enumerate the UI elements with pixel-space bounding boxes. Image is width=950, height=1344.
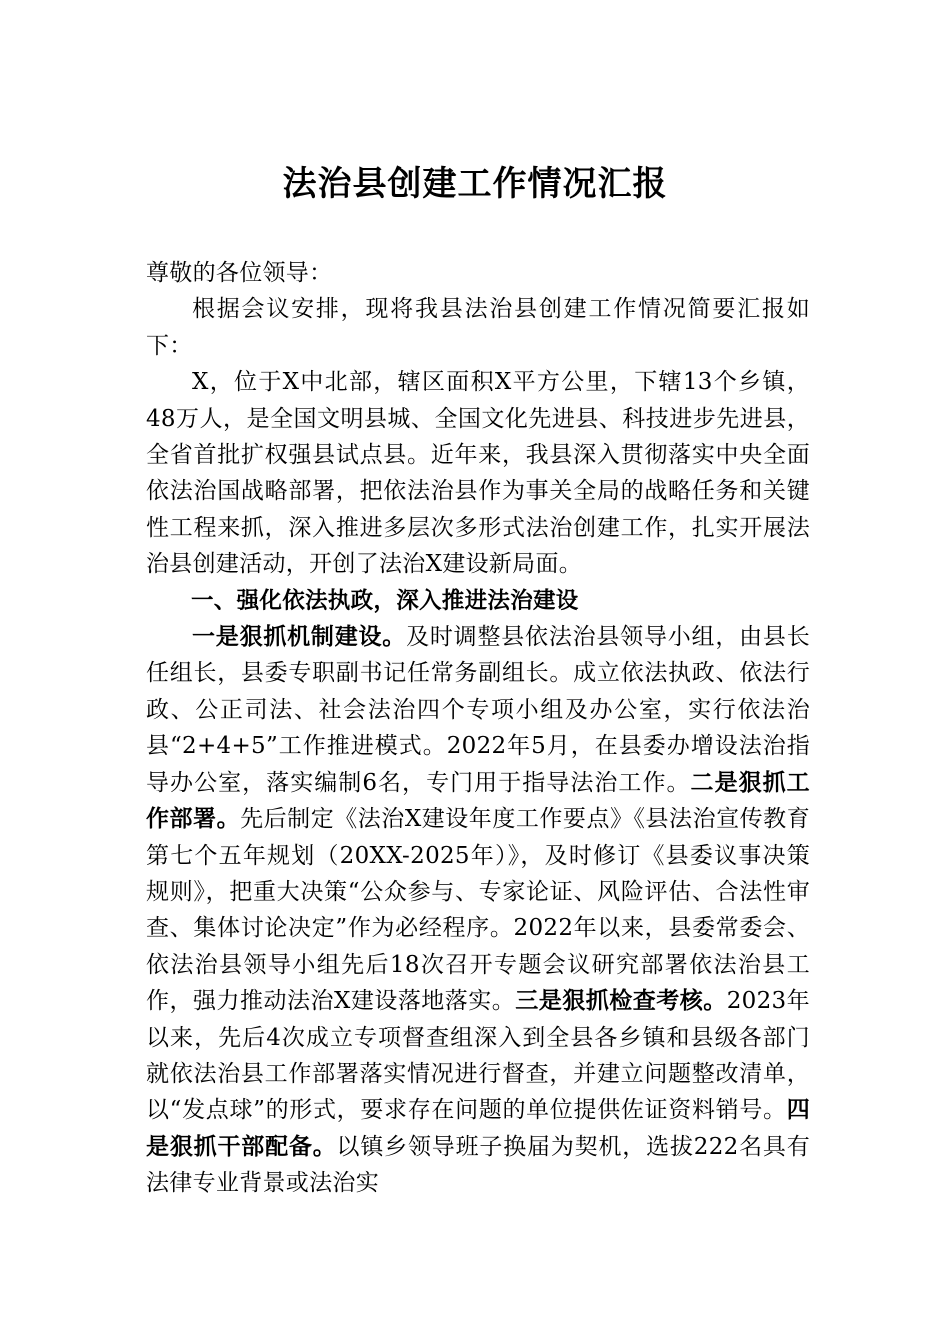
text-cadres: 以镇乡领导班子换届为契机，选拔222名具有法律专业背景或法治实 [146,1133,811,1197]
lead-deployment: 二是狠抓工作部署。 [146,768,810,833]
overview-paragraph: X，位于X中北部，辖区面积X平方公里，下辖13个乡镇，48万人，是全国文明县城、全国文化先进县、科技进步先进县，全省首批扩权强县试点县。近年来，我县深入贯彻落实中央全面依法治国战略部署，把依法治县作为事关全局的战略任务和关键性工程来抓，深入推进多层次多形式法治创建工作，扎实开展法治县创建活动，开创了法治X建设新局面。 [146,369,810,578]
text-mechanism: 及时调整县依法治县领导小组，由县长任组长，县委专职副书记任常务副组长。成立依法执政、依法行政、公正司法、社会法治四个专项小组及办公室，实行依法治县“2+4+5”工作推进模式。2022年5月，在县委办增设法治指导办公室，落实编制6名，专门用于指导法治工作。 [146,624,810,796]
salutation: 尊敬的各位领导： [146,260,333,286]
lead-cadres: 四是狠抓干部配备。 [146,1096,810,1160]
section-paragraph [146,619,810,1202]
intro-paragraph: 根据会议安排，现将我县法治县创建工作情况简要汇报如下： [146,296,810,359]
section-heading: 一、强化依法执政，深入推进法治建设 [191,587,579,614]
text-inspection: 2023年以来，先后4次成立专项督查组深入到全县各乡镇和县级各部门就依法治县工作部署落实情况进行督查，并建立问题整改清单，以“发点球”的形式，要求存在问题的单位提供佐证资料销号。 [146,988,810,1124]
text-deployment: 先后制定《法治X建设年度工作要点》《县法治宣传教育第七个五年规划（20XX-2025年）》，及时修订《县委议事决策规则》，把重大决策“公众参与、专家论证、风险评估、合法性审查、集体讨论决定”作为必经程序。2022年以来，县委常委会、依法治县领导小组先后18次召开专题会议研究部署依法治县工作，强力推动法治X建设落地落实。 [146,806,811,1015]
document-body [146,255,810,1202]
lead-inspection: 三是狠抓检查考核。 [515,987,727,1015]
document-title: 法治县创建工作情况汇报 [282,164,668,204]
lead-mechanism: 一是狠抓机制建设。 [192,623,407,651]
